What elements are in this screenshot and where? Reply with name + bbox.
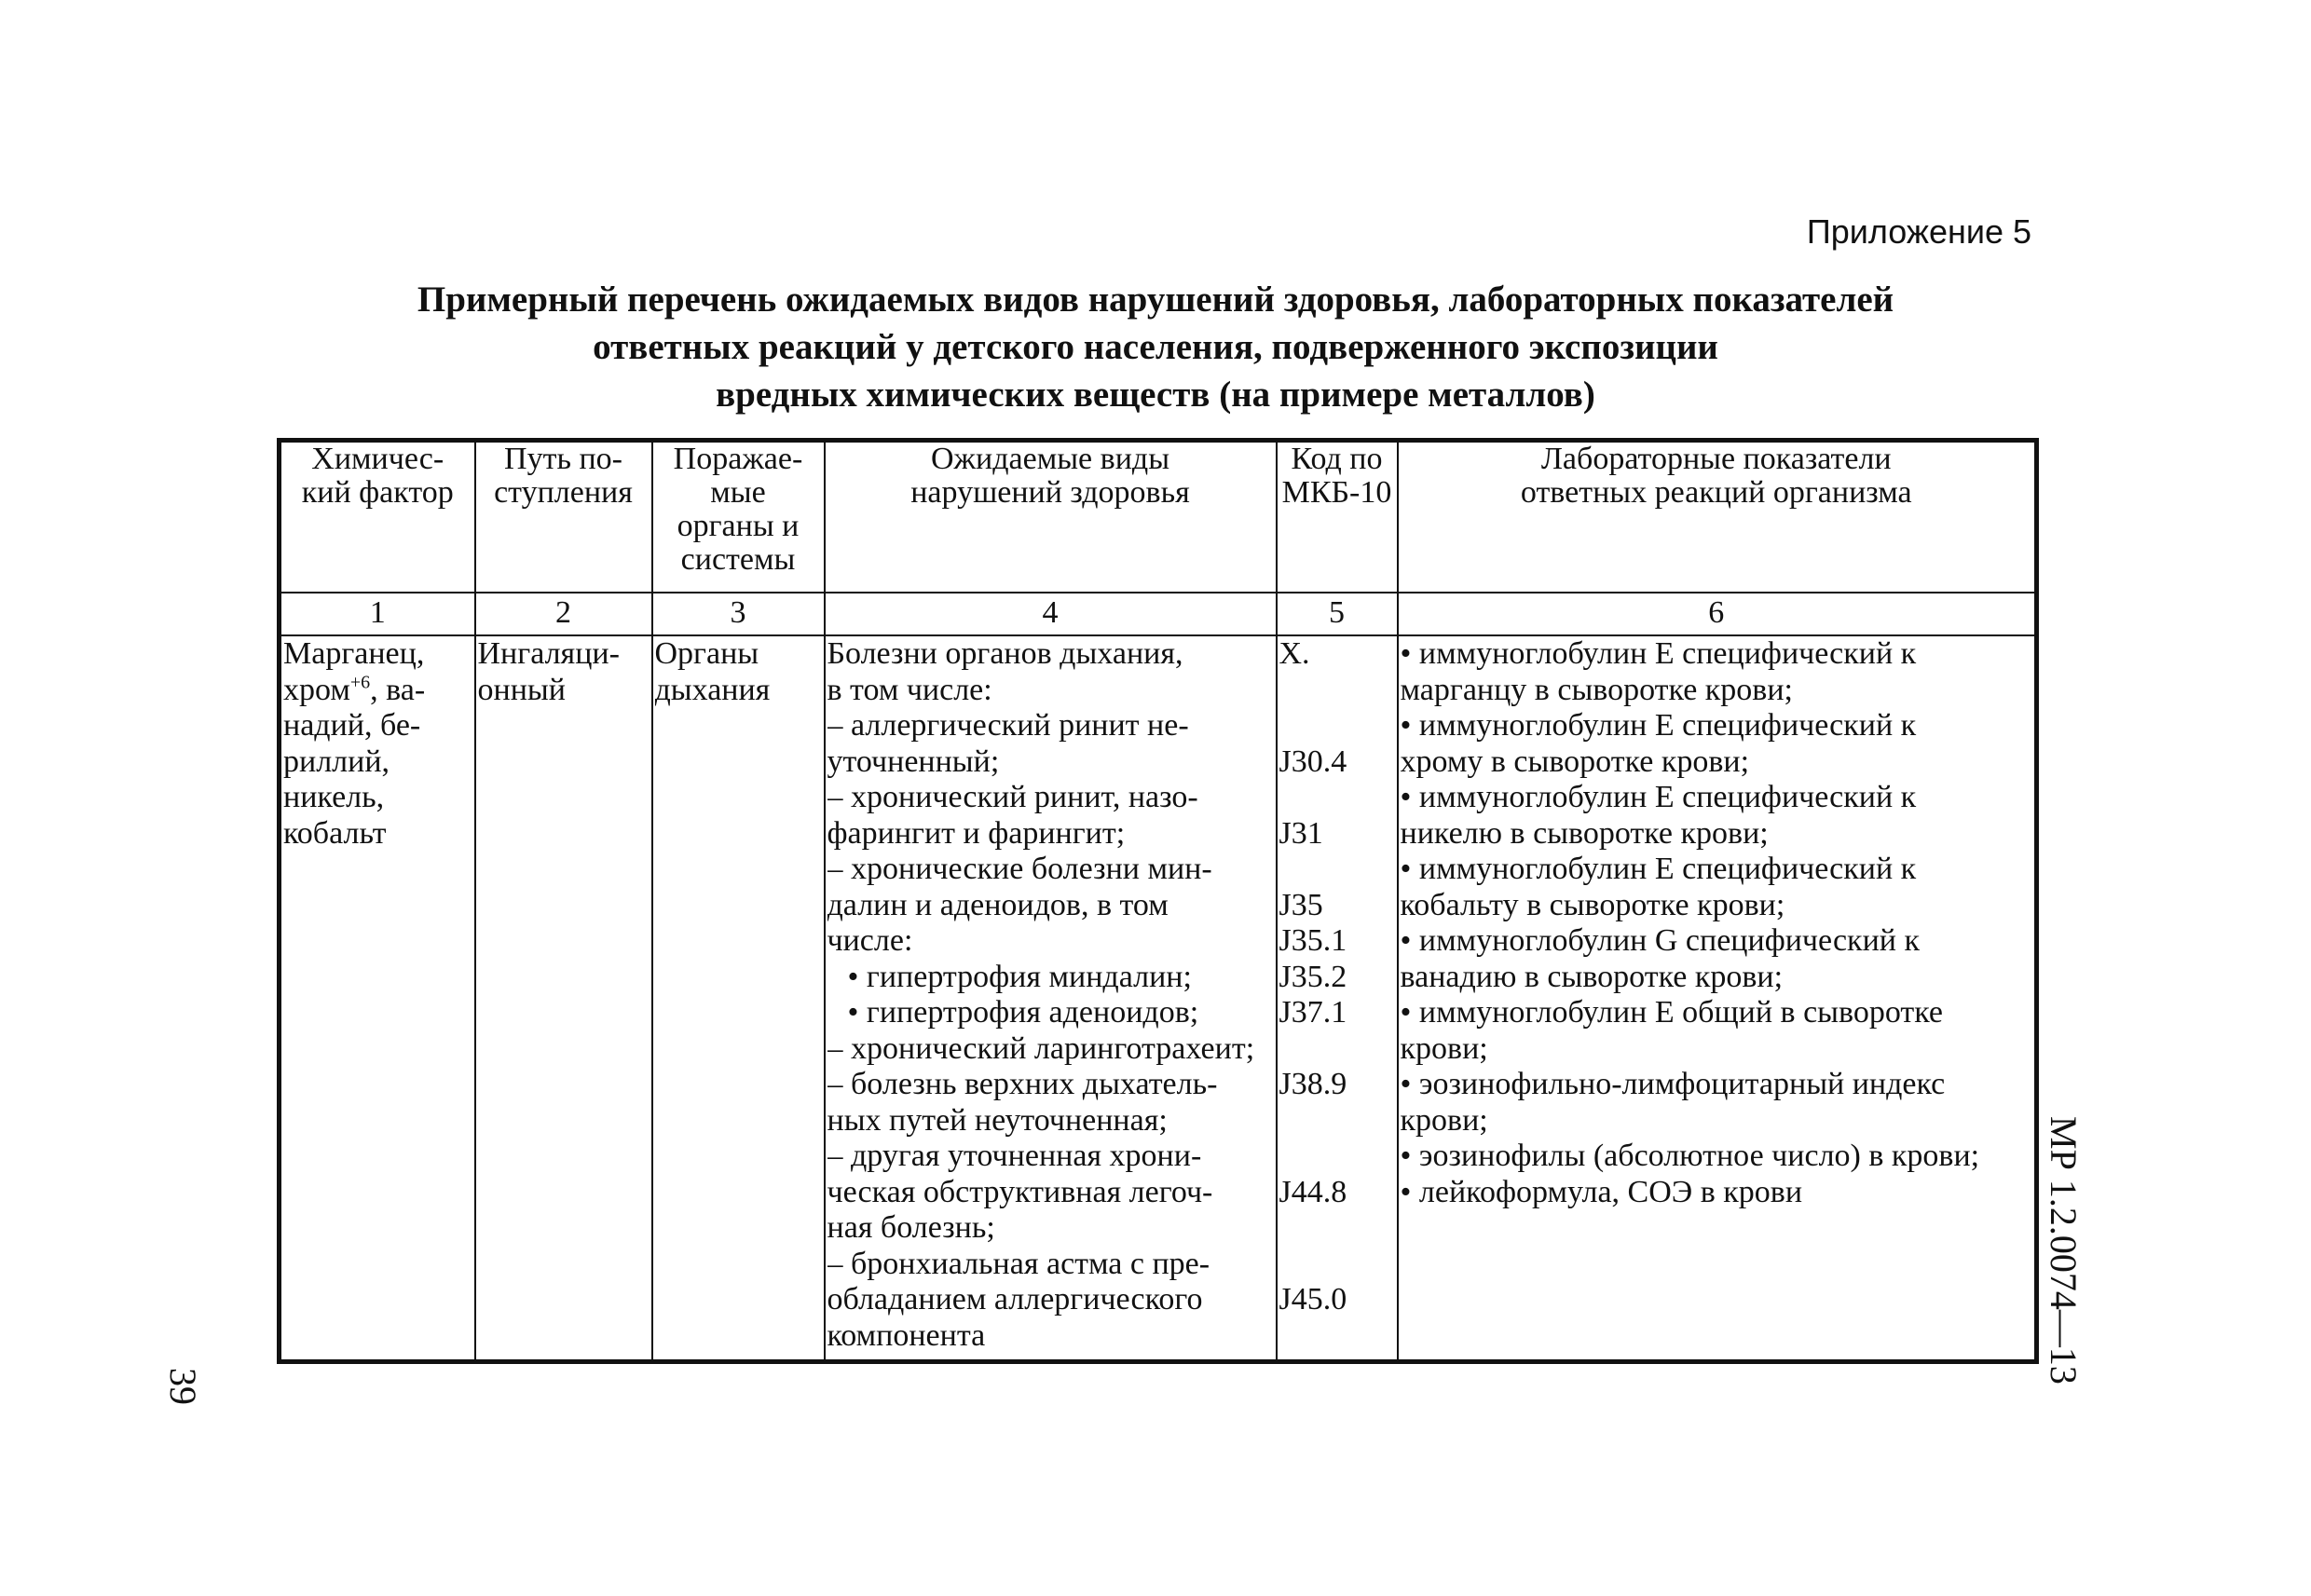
disorders-cell xyxy=(825,635,1277,1362)
header-text: мые xyxy=(710,475,766,510)
cell-line: • иммуноглобулин Е специфический к xyxy=(1400,636,1917,671)
cell-line: – хронический ларинготрахеит; xyxy=(827,1030,1255,1066)
cell-line: далин и аденоидов, в том xyxy=(827,887,1169,922)
header-text: Ожидаемые виды xyxy=(930,442,1170,476)
cell-line: • эозинофильно-лимфоцитарный индекс xyxy=(1400,1067,1946,1101)
icd-code xyxy=(1279,852,1395,888)
cell-line: Марганец, xyxy=(283,636,425,671)
icd-code: X. xyxy=(1279,636,1310,671)
header-cell-disorders xyxy=(825,441,1277,593)
column-number-row xyxy=(280,593,2037,635)
icd-code: J37.1 xyxy=(1279,995,1347,1030)
icd-code: J44.8 xyxy=(1279,1174,1347,1209)
header-text: кий фактор xyxy=(301,475,454,510)
icd-code: J45.0 xyxy=(1279,1282,1347,1316)
header-text: МКБ-10 xyxy=(1281,475,1392,510)
header-text: нарушений здоровья xyxy=(910,475,1190,510)
cell-line: риллий, xyxy=(283,743,390,779)
cell-line: – болезнь верхних дыхатель- xyxy=(827,1067,1218,1101)
organs-cell xyxy=(652,635,825,1362)
header-text: Лабораторные показатели xyxy=(1540,442,1892,476)
icd-code xyxy=(1279,780,1395,816)
health-indicators-table xyxy=(277,438,2039,1364)
cell-line: – аллергический ринит не- xyxy=(827,708,1189,743)
table-row xyxy=(280,635,2037,1362)
column-number: 3 xyxy=(652,593,825,635)
cell-line: компонента xyxy=(827,1317,986,1353)
title-line: Примерный перечень ожидаемых видов нарушений здоровья, лабораторных показателей xyxy=(417,280,1894,320)
icd-code xyxy=(1279,1210,1395,1247)
header-cell-lab-indicators xyxy=(1398,441,2037,593)
cell-line: ческая обструктивная легоч- xyxy=(827,1174,1213,1209)
cell-line: ванадию в сыворотке крови; xyxy=(1400,959,1784,994)
cell-line: – бронхиальная астма с пре- xyxy=(827,1246,1210,1281)
icd-code-cell xyxy=(1277,635,1398,1362)
icd-code: J35 xyxy=(1279,887,1323,922)
header-cell-organs xyxy=(652,441,825,593)
header-text: системы xyxy=(680,542,796,577)
cell-line: надий, бе- xyxy=(283,708,421,743)
cell-line: • гипертрофия миндалин; xyxy=(847,959,1192,994)
icd-code xyxy=(1279,708,1395,744)
header-cell-icd-code xyxy=(1277,441,1398,593)
cell-text: , ва- xyxy=(370,672,426,707)
cell-line: • иммуноглобулин Е специфический к xyxy=(1400,780,1917,814)
cell-line: никелю в сыворотке крови; xyxy=(1400,815,1769,851)
header-text: ступления xyxy=(494,475,633,510)
cell-line: – хронический ринит, назо- xyxy=(827,780,1198,814)
cell-line: Органы xyxy=(654,636,759,671)
cell-line: Болезни органов дыхания, xyxy=(827,636,1183,671)
column-number: 1 xyxy=(280,593,475,635)
cell-text: хром xyxy=(283,672,350,707)
title-line: ответных реакций у детского населения, подверженного экспозиции xyxy=(593,327,1718,367)
column-number: 2 xyxy=(475,593,652,635)
header-text: Химичес- xyxy=(311,442,444,476)
cell-line: • иммуноглобулин Е общий в сыворотке xyxy=(1400,995,1943,1030)
cell-line: числе: xyxy=(827,923,913,958)
chemical-factor-cell xyxy=(280,635,475,1362)
header-text: Код по xyxy=(1291,442,1383,476)
cell-line: • лейкоформула, СОЭ в крови xyxy=(1400,1174,1803,1209)
appendix-label: Приложение 5 xyxy=(1806,212,2031,251)
icd-code xyxy=(1279,1031,1395,1068)
icd-code: J31 xyxy=(1279,815,1323,851)
header-text: ответных реакций организма xyxy=(1520,475,1912,510)
cell-line: крови; xyxy=(1400,1030,1488,1066)
document-number: МР 1.2.0074—13 xyxy=(2043,1116,2085,1385)
header-text: Поражае- xyxy=(673,442,803,476)
lab-indicators-cell xyxy=(1398,635,2037,1362)
icd-code xyxy=(1279,673,1395,709)
header-text: органы и xyxy=(677,509,800,543)
icd-code: J38.9 xyxy=(1279,1067,1347,1101)
cell-line: – хронические болезни мин- xyxy=(827,852,1212,886)
cell-line: дыхания xyxy=(654,672,771,707)
header-text: Путь по- xyxy=(504,442,622,476)
icd-code: J30.4 xyxy=(1279,743,1347,779)
cell-line: • иммуноглобулин G специфический к xyxy=(1400,923,1920,958)
cell-line xyxy=(283,673,472,709)
icd-code: J35.2 xyxy=(1279,959,1347,994)
cell-line: ная болезнь; xyxy=(827,1210,995,1245)
cell-line: уточненный; xyxy=(827,743,1000,779)
icd-code xyxy=(1279,1139,1395,1175)
cell-line: • эозинофилы (абсолютное число) в крови; xyxy=(1400,1139,1980,1173)
cell-line: фарингит и фарингит; xyxy=(827,815,1126,851)
column-number: 4 xyxy=(825,593,1277,635)
title-line: вредных химических веществ (на примере металлов) xyxy=(716,375,1595,415)
header-cell-factor xyxy=(280,441,475,593)
cell-line: • иммуноглобулин Е специфический к xyxy=(1400,708,1917,743)
icd-code xyxy=(1279,1247,1395,1283)
cell-line: Ингаляци- xyxy=(477,636,620,671)
cell-line: марганцу в сыворотке крови; xyxy=(1400,672,1793,707)
route-cell xyxy=(475,635,652,1362)
icd-code xyxy=(1279,1103,1395,1139)
icd-code: J35.1 xyxy=(1279,923,1347,958)
cell-line: – другая уточненная хрони- xyxy=(827,1139,1202,1173)
cell-line: хрому в сыворотке крови; xyxy=(1400,743,1750,779)
document-title xyxy=(280,276,2031,418)
oxidation-state: +6 xyxy=(349,672,371,693)
column-number: 5 xyxy=(1277,593,1398,635)
header-row xyxy=(280,441,2037,593)
cell-line: ных путей неуточненная; xyxy=(827,1102,1168,1138)
page-number: 39 xyxy=(162,1368,204,1405)
cell-line: онный xyxy=(477,672,566,707)
cell-line: в том числе: xyxy=(827,672,992,707)
cell-line: • иммуноглобулин Е специфический к xyxy=(1400,852,1917,886)
column-number: 6 xyxy=(1398,593,2037,635)
cell-line: кобальт xyxy=(283,815,387,851)
cell-line: • гипертрофия аденоидов; xyxy=(847,995,1199,1030)
cell-line: крови; xyxy=(1400,1102,1488,1138)
cell-line: кобальту в сыворотке крови; xyxy=(1400,887,1785,922)
cell-line: никель, xyxy=(283,780,385,814)
cell-line: обладанием аллергического xyxy=(827,1282,1203,1316)
header-cell-route xyxy=(475,441,652,593)
